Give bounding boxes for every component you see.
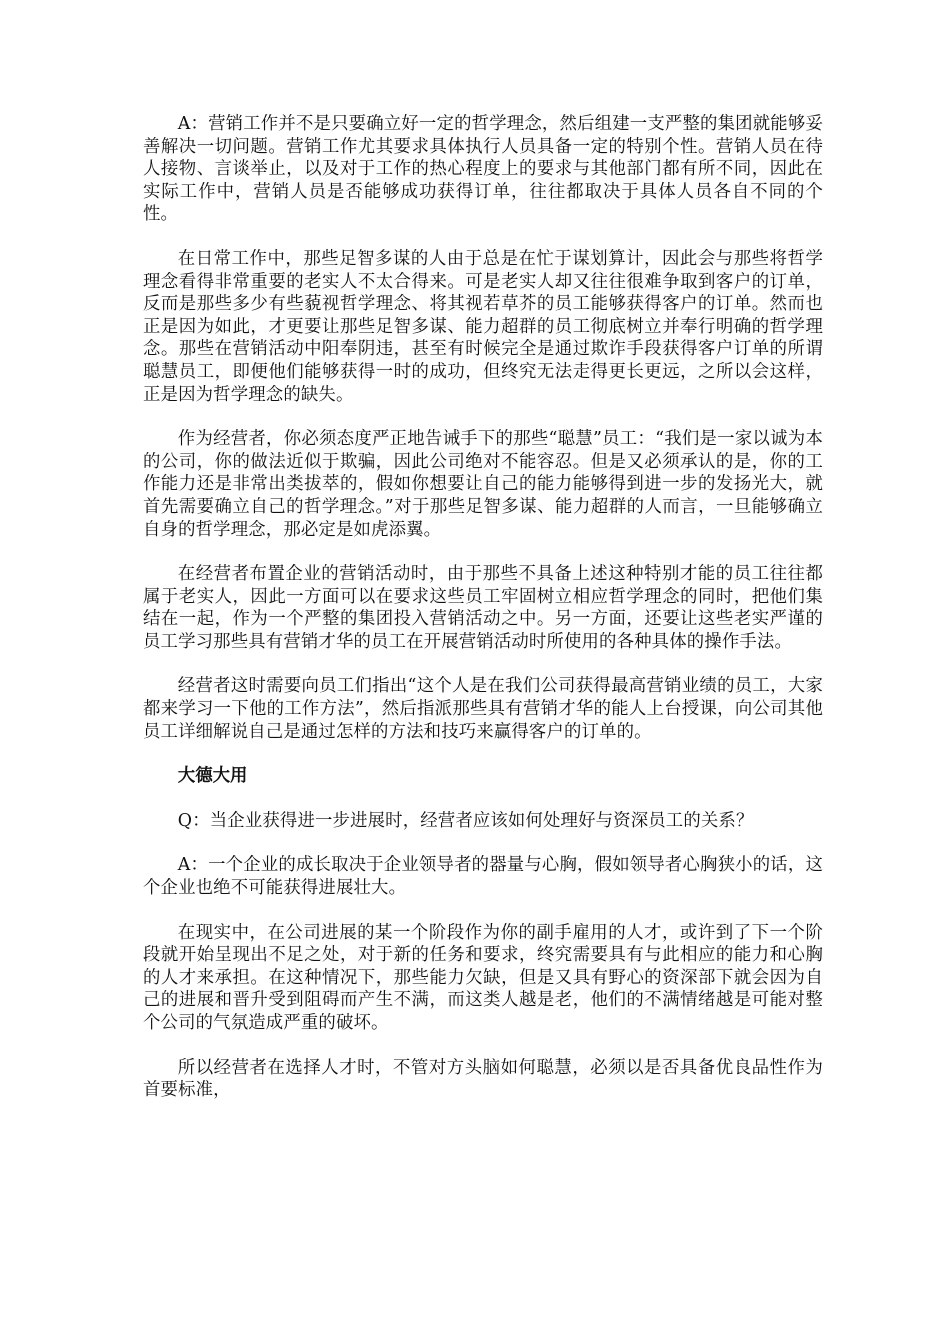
paragraph-learning-method: 经营者这时需要向员工们指出“这个人是在我们公司获得最高营销业绩的员工，大家都来学习一下他的工作方法”，然后指派那些具有营销才华的能人上台授课，向公司其他员工详细解说自己是通过怎样的方法和技巧来赢得客户的订单的。 — [143, 676, 823, 742]
paragraph-manager-warning: 作为经营者，你必须态度严正地告诫手下的那些“聪慧”员工：“我们是一家以诚为本的公司，你的做法近似于欺骗，因此公司绝对不能容忍。但是又必须承认的是，你的工作能力还是非常出类拔萃的，假如你想要让自己的能力能够得到进一步的发扬光大，就首先需要确立自己的哲学理念。”对于那些足智多谋、能力超群的人而言，一旦能够确立自身的哲学理念，那必定是如虎添翼。 — [143, 429, 823, 540]
paragraph-daily-work: 在日常工作中，那些足智多谋的人由于总是在忙于谋划算计，因此会与那些将哲学理念看得非常重要的老实人不太合得来。可是老实人却又往往很难争取到客户的订单，反而是那些多少有些藐视哲学理念、将其视若草芥的员工能够获得客户的订单。然而也正是因为如此，才更要让那些足智多谋、能力超群的员工彻底树立并奉行明确的哲学理念。那些在营销活动中阳奉阴违，甚至有时候完全是通过欺诈手段获得客户订单的所谓聪慧员工，即便他们能够获得一时的成功，但终究无法走得更长更远，之所以会这样，正是因为哲学理念的缺失。 — [143, 248, 823, 405]
paragraph-question: Q：当企业获得进一步进展时，经营者应该如何处理好与资深员工的关系？ — [177, 810, 754, 831]
paragraph-marketing-arrangement: 在经营者布置企业的营销活动时，由于那些不具备上述这种特别才能的员工往往都属于老实人，因此一方面可以在要求这些员工牢固树立相应哲学理念的同时，把他们集结在一起，作为一个严整的集团投入营销活动之中。另一方面，还要让这些老实严谨的员工学习那些具有营销才华的员工在开展营销活动时所使用的各种具体的操作手法。 — [143, 564, 823, 652]
paragraph-answer-marketing: A：营销工作并不是只要确立好一定的哲学理念，然后组建一支严整的集团就能够妥善解决一切问题。营销工作尤其要求具体执行人员具备一定的特别个性。营销人员在待人接物、言谈举止，以及对于工作的热心程度上的要求与其他部门都有所不同，因此在实际工作中，营销人员是否能够成功获得订单，往往都取决于具体人员各自不同的个性。 — [143, 114, 823, 225]
paragraph-selection: 所以经营者在选择人才时，不管对方头脑如何聪慧，必须以是否具备优良品性作为首要标准， — [143, 1057, 823, 1101]
section-heading: 大德大用 — [177, 766, 248, 787]
paragraph-reality: 在现实中，在公司进展的某一个阶段作为你的副手雇用的人才，或许到了下一个阶段就开始呈现出不足之处，对于新的任务和要求，终究需要具有与此相应的能力和心胸的人才来承担。在这种情况下，那些能力欠缺，但是又具有野心的资深部下就会因为自己的进展和晋升受到阻碍而产生不满，而这类人越是老，他们的不满情绪越是可能对整个公司的气氛造成严重的破坏。 — [143, 922, 823, 1033]
paragraph-answer-growth: A：一个企业的成长取决于企业领导者的器量与心胸，假如领导者心胸狭小的话，这个企业也绝不可能获得进展壮大。 — [143, 855, 823, 899]
document-page — [143, 113, 823, 1124]
